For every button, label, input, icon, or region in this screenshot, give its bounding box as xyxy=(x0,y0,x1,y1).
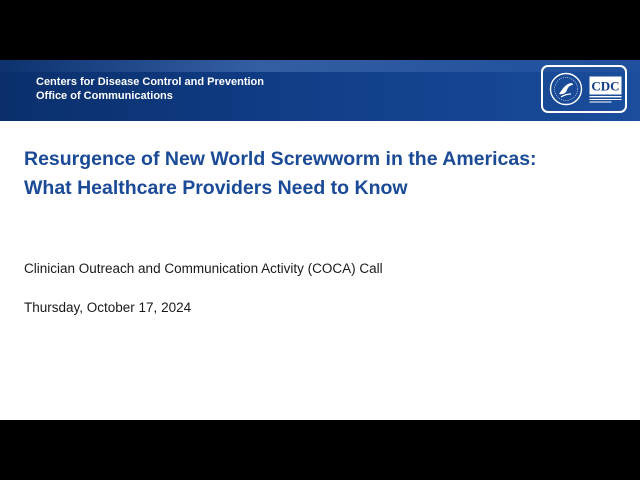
cdc-logo-text: CDC xyxy=(591,78,620,94)
org-line-2: Office of Communications xyxy=(36,90,173,102)
org-line-1: Centers for Disease Control and Prevention xyxy=(36,76,264,88)
presentation-slide xyxy=(0,60,640,420)
hhs-seal-icon xyxy=(549,72,583,106)
page-title xyxy=(24,145,624,203)
subtitle: Clinician Outreach and Communication Activity (COCA) Call xyxy=(24,261,383,276)
logo-box xyxy=(541,65,627,113)
organization-name xyxy=(36,75,264,103)
title-line-1: Resurgence of New World Screwworm in the Americas: xyxy=(24,148,537,170)
cdc-logo-icon xyxy=(589,76,622,104)
presentation-date: Thursday, October 17, 2024 xyxy=(24,300,192,315)
title-line-2: What Healthcare Providers Need to Know xyxy=(24,177,408,199)
header-banner xyxy=(0,60,640,121)
